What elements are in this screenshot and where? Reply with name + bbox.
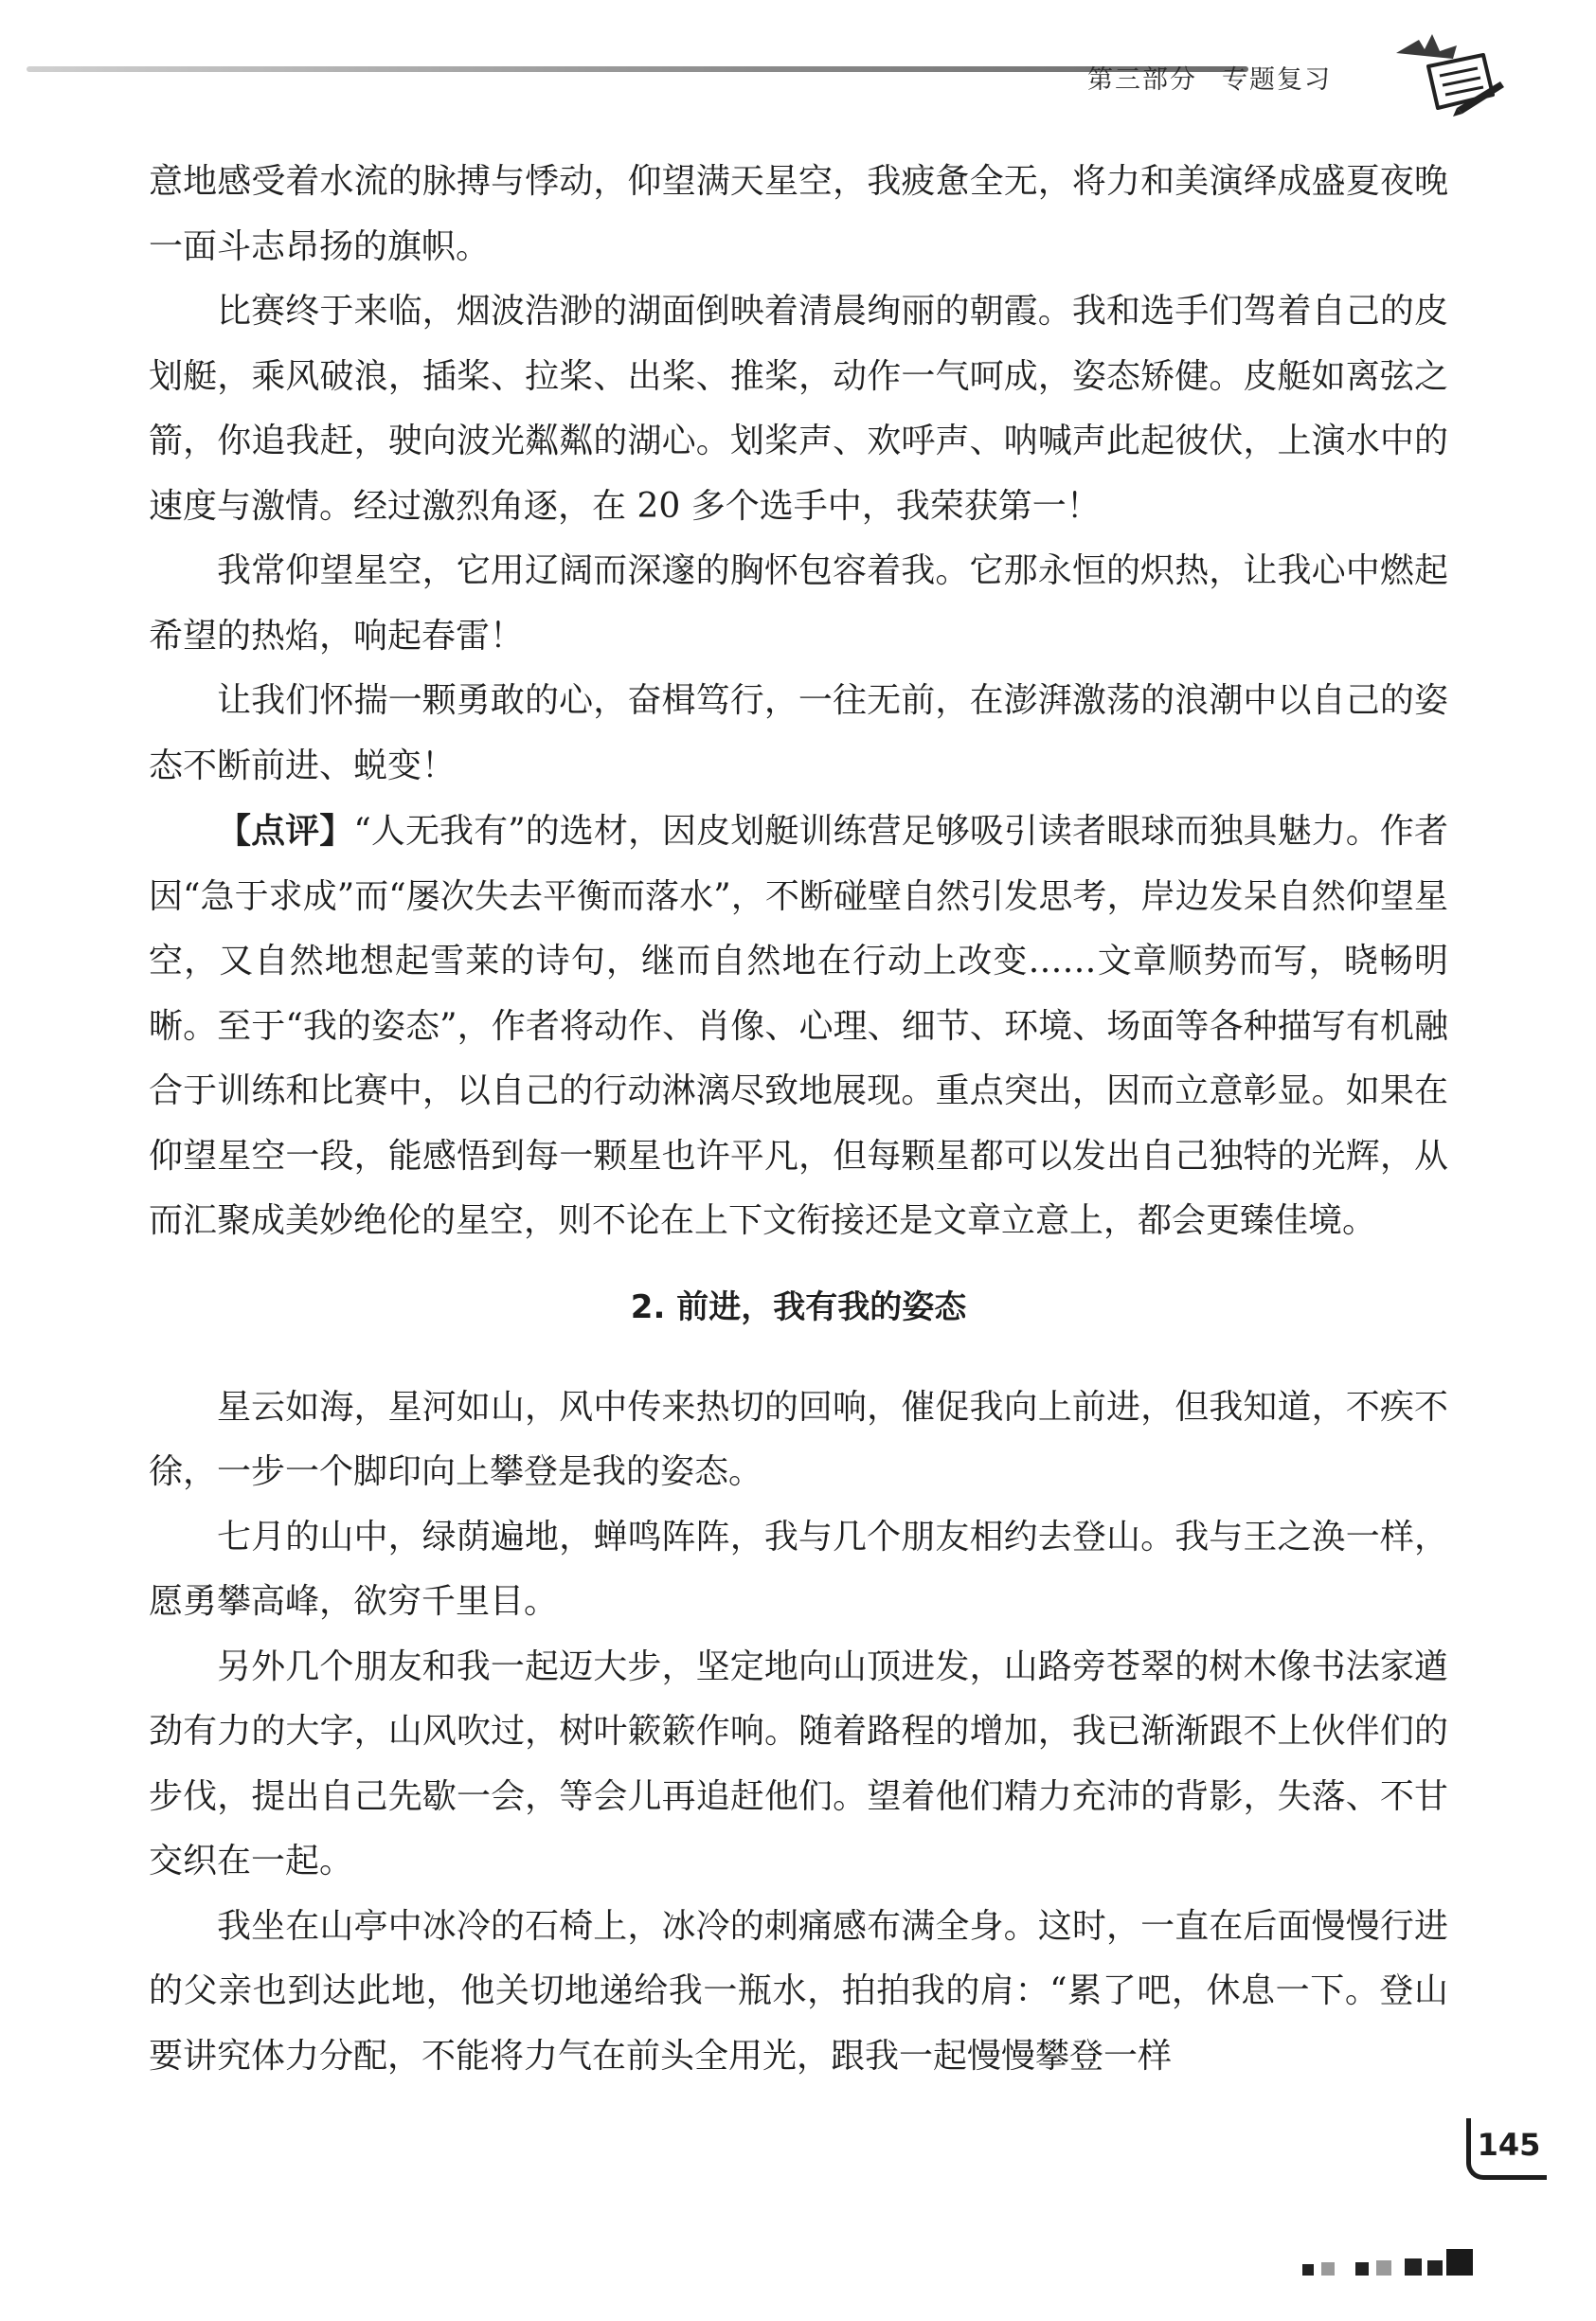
square-7 [1446,2249,1473,2276]
essay1-paragraph-4: 让我们怀揣一颗勇敢的心，奋楫笃行，一往无前，在澎湃激荡的浪潮中以自己的姿态不断前进、蜕变！ [149,681,1448,785]
square-2 [1321,2262,1335,2276]
square-5 [1405,2258,1422,2276]
essay1-paragraph-3: 我常仰望星空，它用辽阔而深邃的胸怀包容着我。它那永恒的炽热，让我心中燃起希望的热焰，响起春雷！ [149,551,1448,656]
essay1-paragraph-2: 比赛终于来临，烟波浩渺的湖面倒映着清晨绚丽的朝霞。我和选手们驾着自己的皮划艇，乘风破浪，插桨、拉桨、出桨、推桨，动作一气呵成，姿态矫健。皮艇如离弦之箭，你追我赶，驶向波光粼粼的湖心。划桨声、欢呼声、呐喊声此起彼伏，上演水中的速度与激情。经过激烈角逐，在 20 多个选手中，我荣获第一！ [149,292,1448,526]
essay2-title: 2. 前进，我有我的姿态 [630,1287,967,1326]
square-6 [1427,2260,1443,2276]
essay1-paragraph-1: 意地感受着水流的脉搏与悸动，仰望满天星空，我疲惫全无，将力和美演绎成盛夏夜晚一面斗志昂扬的旗帜。 [149,162,1448,266]
essay2-paragraph-2: 七月的山中，绿荫遍地，蝉鸣阵阵，我与几个朋友相约去登山。我与王之涣一样，愿勇攀高峰，欲穷千里目。 [149,1517,1448,1621]
square-1 [1302,2264,1314,2276]
topic-label: 专题复习 [1222,65,1332,95]
square-3 [1355,2262,1369,2276]
essay2-paragraph-1: 星云如海，星河如山，风中传来热切的回响，催促我向上前进，但我知道，不疾不徐，一步一个脚印向上攀登是我的姿态。 [149,1387,1448,1491]
part-label: 第三部分 [1087,65,1197,95]
essay2-paragraph-3: 另外几个朋友和我一起迈大步，坚定地向山顶进发，山路旁苍翠的树木像书法家遒劲有力的大字，山风吹过，树叶簌簌作响。随着路程的增加，我已渐渐跟不上伙伴们的步伐，提出自己先歇一会，等会儿再追赶他们。望着他们精力充沛的背影，失落、不甘交织在一起。 [149,1646,1448,1880]
section-label [1087,59,1332,96]
essay2-paragraph-4: 我坐在山亭中冰冷的石椅上，冰冷的刺痛感布满全身。这时，一直在后面慢慢行进的父亲也到达此地，他关切地递给我一瓶水，拍拍我的肩：“累了吧，休息一下。登山要讲究体力分配，不能将力气在前头全用光，跟我一起慢慢攀登一样 [149,1906,1448,2076]
page-header [0,0,1596,133]
page-number: 145 [1466,2118,1547,2180]
comment-text: “人无我有”的选材，因皮划艇训练营足够吸引读者眼球而独具魅力。作者因“急于求成”而“屡次失去平衡而落水”，不断碰壁自然引发思考，岸边发呆自然仰望星空，又自然地想起雪莱的诗句，继而自然地在行动上改变……文章顺势而写，晓畅明晰。至于“我的姿态”，作者将动作、肖像、心理、细节、环境、场面等各种描写有机融合于训练和比赛中，以自己的行动淋漓尽致地展现。重点突出，因而立意彰显。如果在仰望星空一段，能感悟到每一颗星也许平凡，但每颗星都可以发出自己独特的光辉，从而汇聚成美妙绝伦的星空，则不论在上下文衔接还是文章立意上，都会更臻佳境。 [149,812,1448,1240]
header-rule [27,66,1248,72]
notebook-pen-icon [1390,27,1504,121]
page-body [149,150,1448,2089]
decorative-squares [1302,2238,1492,2276]
comment-label: 【点评】 [217,811,354,851]
essay1-comment [149,799,1448,1254]
square-4 [1376,2260,1391,2276]
